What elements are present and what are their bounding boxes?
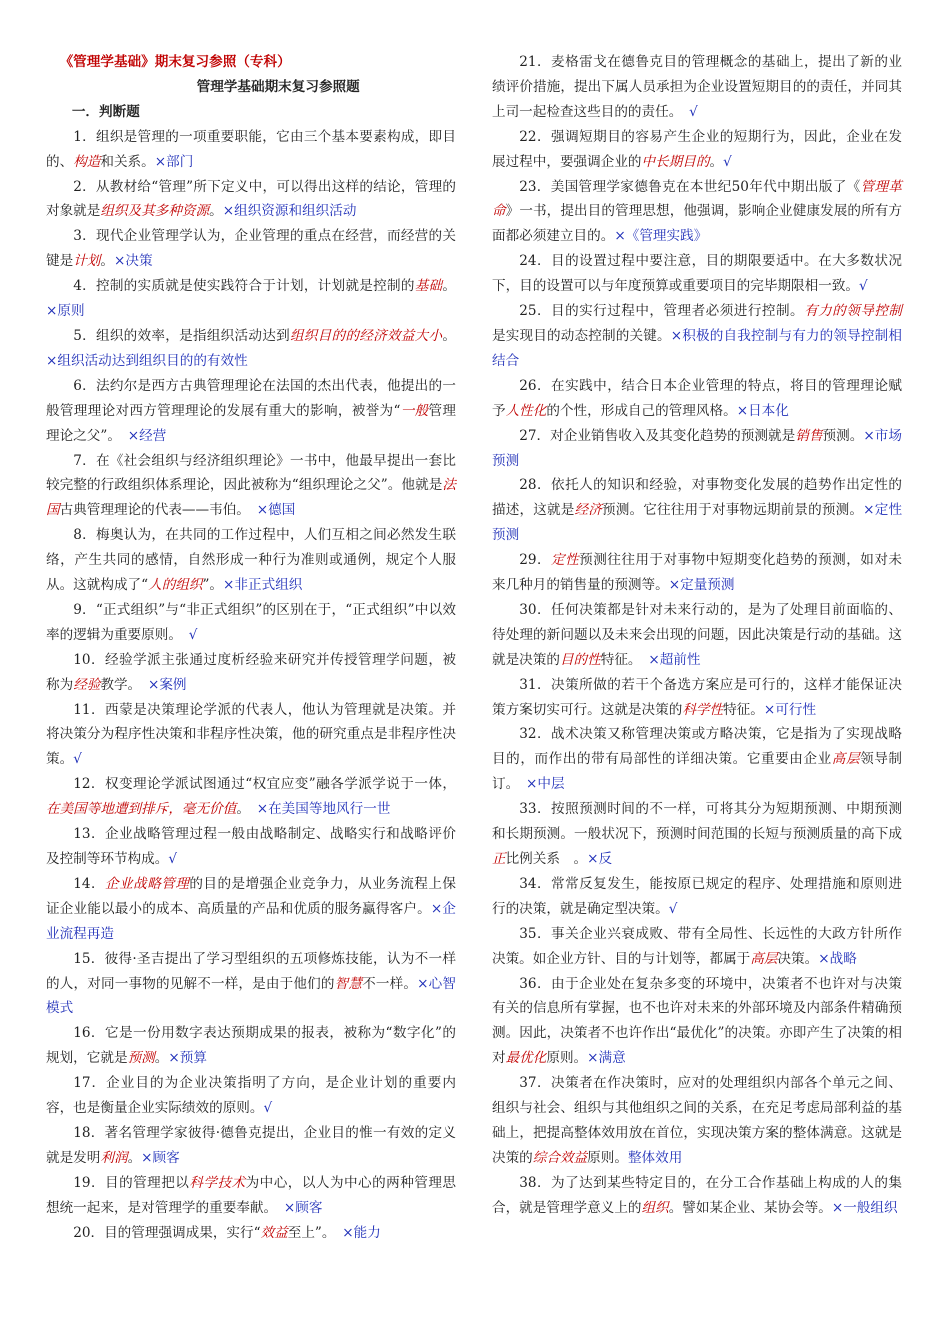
question-text: 教学。 — [100, 676, 148, 693]
answer-mark: ×德国 — [256, 502, 296, 519]
highlighted-term: 基础 — [414, 278, 443, 295]
highlighted-term: 利润 — [100, 1149, 128, 1166]
answer-mark: ×一般组织 — [831, 1199, 898, 1216]
highlighted-term: 人性化 — [505, 402, 547, 419]
question-item — [492, 175, 902, 250]
question-item — [492, 1071, 902, 1171]
question-item — [46, 374, 456, 449]
section-heading: 一．判断题 — [71, 103, 140, 120]
answer-mark: ×定量预测 — [668, 577, 735, 594]
question-text: 不一样。 — [362, 975, 418, 992]
question-text: 比例关系 。 — [505, 851, 588, 867]
question-text: 9．“正式组织”与“非正式组织”的区别在于，“正式组织”中以效率的逻辑为重要原则。 — [46, 601, 456, 643]
question-item — [46, 648, 456, 698]
question-item — [492, 374, 902, 424]
answer-mark: ×定性预测 — [492, 502, 903, 544]
question-item — [492, 1171, 902, 1221]
question-item — [492, 50, 902, 125]
question-text: ”。 — [202, 577, 224, 594]
highlighted-term: 目的性 — [559, 651, 601, 668]
question-text: 25．目的实行过程中，管理者必须进行控制。 — [519, 303, 805, 320]
highlighted-term: 有力的领导控制 — [804, 303, 903, 320]
highlighted-term: 管理革命 — [492, 178, 903, 220]
question-item — [492, 598, 902, 673]
question-text: 。 — [236, 801, 257, 818]
highlighted-term: 企业战略管理 — [105, 875, 190, 892]
highlighted-term: 法国 — [46, 477, 456, 519]
question-text: 14． — [73, 875, 106, 892]
question-item — [46, 947, 456, 1022]
question-item — [46, 598, 456, 648]
question-text: 36．由于企业处在复杂多变的环境中，决策者不也许对与决策有关的信息所有掌握，也不也许对未来的外部环境及内部条件精确预测。因此，决策者不也许作出“最优化”的决策。亦即产生了决策的相对 — [492, 975, 902, 1067]
question-text: 28．依托人的知识和经验，对事物变化发展的趋势作出定性的描述，这就是 — [492, 477, 902, 519]
question-item — [492, 872, 902, 922]
question-item — [46, 125, 456, 175]
question-text: 。 — [209, 203, 223, 220]
question-text: 为中心，以人为中心的两种管理思想统一起来，是对管理学的重要奉献。 — [46, 1174, 456, 1216]
answer-mark: ×超前性 — [648, 651, 701, 668]
answer-mark: ×市场预测 — [492, 427, 903, 469]
question-text: 34．常常反复发生，能按原已规定的程序、处理措施和原则进行的决策，就是确定型决策。 — [492, 875, 902, 917]
question-item — [46, 324, 456, 374]
question-item — [492, 673, 902, 723]
answer-mark: ×心智模式 — [46, 975, 457, 1017]
answer-mark: √ — [73, 751, 82, 768]
answer-mark: ×顾客 — [283, 1199, 323, 1216]
answer-mark: ×《管理实践》 — [614, 228, 708, 245]
answer-mark: ×原则 — [46, 303, 85, 320]
highlighted-term: 智慧 — [334, 975, 363, 992]
question-text: 。 — [100, 253, 114, 270]
question-text: 30．任何决策都是针对未来行动的，是为了处理目前面临的、待处理的新问题以及未来会出现的问题，因此决策是行动的基础。这就是决策的 — [492, 601, 902, 668]
highlighted-term: 定性 — [551, 552, 580, 569]
answer-mark: √ — [668, 900, 678, 917]
answer-mark: √ — [859, 278, 868, 295]
question-text: 31．决策所做的若干个备选方案应是可行的，这样才能保证决策方案切实可行。这就是决策的 — [492, 676, 902, 718]
question-text: 7．在《社会组织与经济组织理论》一书中，他最早提出一套比较完整的行政组织体系理论，因此被称为“组织理论之父”。他就是 — [46, 452, 456, 494]
question-text: 。譬如某企业、某协会等。 — [668, 1199, 832, 1216]
question-text: 原则。 — [587, 1149, 628, 1166]
question-text: 特征。 — [723, 701, 764, 718]
highlighted-term: 中长期目的 — [641, 153, 710, 170]
answer-mark: ×经营 — [127, 427, 167, 444]
question-item — [492, 125, 902, 175]
question-item — [46, 1171, 456, 1221]
answer-mark: ×案例 — [147, 676, 187, 693]
answer-mark: ×反 — [587, 851, 613, 867]
question-text: 37．决策者在作决策时，应对的处理组织内部各个单元之间、组织与社会、组织与其他组织之间的关系，在充足考虑局部利益的基础上，把提高整体效用放在首位，实现决策方案的整体满意。这就是决策的 — [492, 1075, 902, 1166]
answer-mark: ×企业流程再造 — [46, 900, 457, 942]
highlighted-term: 最优化 — [505, 1050, 547, 1067]
question-text: 6．法约尔是西方古典管理理论在法国的杰出代表，他提出的一般管理理论对西方管理理论的发展有重大的影响，被誉为“ — [46, 377, 456, 419]
highlighted-term: 组织 — [641, 1199, 669, 1216]
question-item — [46, 772, 456, 822]
answer-mark: ×非正式组织 — [223, 577, 303, 594]
question-text: 。 — [442, 327, 456, 344]
answer-mark: √ — [263, 1100, 273, 1117]
question-text: 21．麦格雷戈在德鲁克目的管理概念的基础上，提出了新的业绩评价措施，提出下属人员承担为企业设置短期目的的责任，并同其上司一起检查这些目的的责任。 — [492, 54, 902, 120]
answer-mark: √ — [723, 153, 732, 170]
question-item — [46, 1221, 456, 1246]
answer-mark: √ — [689, 103, 698, 120]
answer-mark: ×预算 — [168, 1050, 207, 1067]
highlighted-term: 效益 — [260, 1224, 288, 1241]
answer-mark: √ — [168, 851, 178, 867]
question-item — [46, 698, 456, 773]
question-text: 管理理论之父”。 — [46, 402, 457, 444]
question-item — [46, 1021, 456, 1071]
question-text: 17．企业目的为企业决策指明了方向，是企业计划的重要内容，也是衡量企业实际绩效的原则。 — [46, 1075, 456, 1117]
answer-mark: ×能力 — [342, 1224, 381, 1241]
highlighted-term: 一般 — [400, 402, 429, 419]
question-text: 33．按照预测时间的不一样，可将其分为短期预测、中期预测和长期预测。一般状况下，预测时间范围的长短与预测质量的高下成 — [492, 801, 902, 843]
answer-mark: √ — [188, 626, 198, 643]
highlighted-term: 科学技术 — [189, 1174, 246, 1191]
question-text: 35．事关企业兴衰成败、带有全局性、长远性的大政方针所作决策。如企业方针、目的与计划等，都属于 — [492, 925, 902, 967]
question-text: 。 — [442, 278, 456, 295]
question-text: 38．为了达到某些特定目的，在分工合作基础上构成的人的集合，就是管理学意义上的 — [492, 1174, 902, 1216]
left-column — [46, 50, 456, 1246]
highlighted-term: 高层 — [831, 751, 861, 768]
question-text: 2．从教材给“管理”所下定义中，可以得出这样的结论，管理的对象就是 — [46, 178, 456, 220]
question-text: 15．彼得·圣吉提出了学习型组织的五项修炼技能，认为不一样的人，对同一事物的见解不一样，是由于他们的 — [46, 950, 456, 992]
question-text: 原则。 — [546, 1050, 588, 1067]
question-text: 16．它是一份用数字表达预期成果的报表，被称为“数字化”的规划，它就是 — [46, 1025, 456, 1067]
question-text: 预测往往用于对事物中短期变化趋势的预测，如对未来几种月的销售量的预测等。 — [492, 552, 903, 594]
question-text: 古典管理理论的代表——韦伯。 — [59, 502, 257, 519]
question-item — [46, 224, 456, 274]
question-text: 预测。 — [822, 427, 864, 444]
question-item — [492, 249, 902, 299]
question-text: 23．美国管理学家德鲁克在本世纪50年代中期出版了《 — [519, 178, 861, 195]
question-text: 11．西蒙是决策理论学派的代表人，他认为管理就是决策。并将决策分为程序性决策和非程序性决策，他的研究重点是非程序性决策。 — [46, 701, 456, 768]
answer-mark: ×组织资源和组织活动 — [222, 203, 357, 220]
highlighted-term: 科学性 — [682, 701, 724, 718]
answer-mark: ×战略 — [818, 950, 857, 967]
question-text: 8．梅奥认为，在共同的工作过程中，人们互相之间必然发生联络，产生共同的感情，自然形成一种行为准则或通例，规定个人服从。这就构成了“ — [46, 527, 456, 594]
answer-mark: ×可行性 — [763, 701, 817, 718]
question-text: 19．目的管理把以 — [73, 1174, 190, 1191]
question-text: 》一书，提出目的管理思想，他强调，影响企业健康发展的所有方面都必须建立目的。 — [492, 203, 903, 245]
question-text: 12．权变理论学派试图通过“权宜应变”融各学派学说于一体， — [73, 776, 456, 793]
question-item — [492, 797, 902, 872]
question-item — [46, 822, 456, 872]
exam-subtitle: 管理学基础期末复习参照题 — [196, 78, 360, 95]
question-text: 5．组织的效率，是指组织活动达到 — [73, 327, 290, 344]
right-column — [492, 50, 902, 1221]
question-text: 29． — [519, 552, 552, 569]
question-text: 27．对企业销售收入及其变化趋势的预测就是 — [519, 427, 796, 444]
answer-mark: ×日本化 — [736, 402, 789, 419]
question-text: 特征。 — [600, 651, 649, 668]
highlighted-term: 经济 — [574, 502, 602, 519]
question-text: 18．著名管理学家彼得·德鲁克提出，企业目的惟一有效的定义就是发明 — [46, 1124, 456, 1166]
question-item — [492, 972, 902, 1072]
highlighted-term: 综合效益 — [532, 1149, 588, 1166]
question-text: 。 — [127, 1149, 142, 1166]
answer-mark: ×积极的自我控制与有力的领导控制相结合 — [492, 327, 902, 369]
question-list-left — [46, 125, 456, 1246]
question-list-right — [492, 50, 902, 1221]
highlighted-term: 人的组织 — [148, 577, 203, 594]
highlighted-term: 组织及其多种资源 — [100, 203, 210, 220]
question-text: 24．目的设置过程中要注意，目的期限要适中。在大多数状况下，目的设置可以与年度预算或重要项目的完毕期限相一致。 — [492, 253, 902, 295]
answer-mark: ×组织活动达到组织目的的有效性 — [46, 352, 248, 369]
highlighted-term: 高层 — [750, 950, 778, 967]
question-item — [46, 449, 456, 524]
highlighted-term: 正 — [492, 851, 506, 867]
question-text: 3．现代企业管理学认为，企业管理的重点在经营，而经营的关键是 — [46, 228, 456, 270]
question-item — [492, 299, 902, 374]
question-text: 和关系。 — [100, 153, 155, 170]
question-text: 领导制订。 — [492, 751, 903, 793]
document-title: 《管理学基础》期末复习参照（专科） — [59, 54, 291, 70]
question-text: 的目的是增强企业竞争力，从业务流程上保证企业能以最小的成本、高质量的产品和优质的服务赢得客户。 — [46, 875, 457, 917]
highlighted-term: 经验 — [73, 676, 101, 693]
answer-mark: ×中层 — [525, 776, 565, 793]
answer-mark: ×决策 — [113, 253, 153, 270]
answer-mark: 整体效用 — [627, 1149, 683, 1166]
question-item — [492, 548, 902, 598]
question-text: 预测。它往往用于对事物远期前景的预测。 — [601, 502, 864, 519]
highlighted-term: 组织目的的经济效益大小 — [289, 327, 443, 344]
highlighted-term: 销售 — [795, 427, 823, 444]
question-text: 至上”。 — [287, 1224, 343, 1241]
question-text: 10．经验学派主张通过度析经验来研究并传授管理学问题，被称为 — [46, 651, 456, 693]
question-item — [492, 424, 902, 474]
answer-mark: ×顾客 — [141, 1149, 180, 1166]
question-item — [46, 274, 456, 324]
question-text: 32．战术决策又称管理决策或方略决策，它是指为了实现战略目的，而作出的带有局部性的详细决策。它重要由企业 — [492, 726, 902, 768]
question-text: 。 — [154, 1050, 169, 1067]
answer-mark: ×满意 — [587, 1050, 626, 1067]
question-text: 13．企业战略管理过程一般由战略制定、战略实行和战略评价及控制等环节构成。 — [46, 826, 456, 867]
question-item — [46, 1071, 456, 1121]
highlighted-term: 预测 — [127, 1050, 155, 1067]
highlighted-term: 计划 — [73, 253, 101, 270]
highlighted-term: 构造 — [73, 153, 101, 170]
question-text: 决策。 — [777, 950, 819, 967]
question-text: 26．在实践中，结合日本企业管理的特点，将目的管理理论赋予 — [492, 377, 902, 419]
question-item — [46, 523, 456, 598]
answer-mark: ×在美国等地风行一世 — [256, 801, 391, 818]
question-text: 。 — [709, 153, 724, 170]
question-text: 4．控制的实质就是使实践符合于计划，计划就是控制的 — [73, 278, 415, 295]
question-item — [46, 175, 456, 225]
question-item — [46, 872, 456, 947]
question-text: 的个性，形成自己的管理风格。 — [546, 402, 737, 419]
question-item — [492, 922, 902, 972]
question-text: 20．目的管理强调成果，实行“ — [73, 1224, 261, 1241]
question-text: 1．组织是管理的一项重要职能，它由三个基本要素构成，即目的、 — [46, 128, 456, 170]
highlighted-term: 在美国等地遭到排斥，毫无价值 — [46, 801, 237, 818]
question-item — [46, 1121, 456, 1171]
question-text: 是实现目的动态控制的关键。 — [492, 327, 671, 344]
answer-mark: ×部门 — [154, 153, 194, 170]
question-item — [492, 722, 902, 797]
question-text: 22．强调短期目的容易产生企业的短期行为，因此，企业在发展过程中，要强调企业的 — [492, 128, 902, 170]
question-item — [492, 473, 902, 548]
